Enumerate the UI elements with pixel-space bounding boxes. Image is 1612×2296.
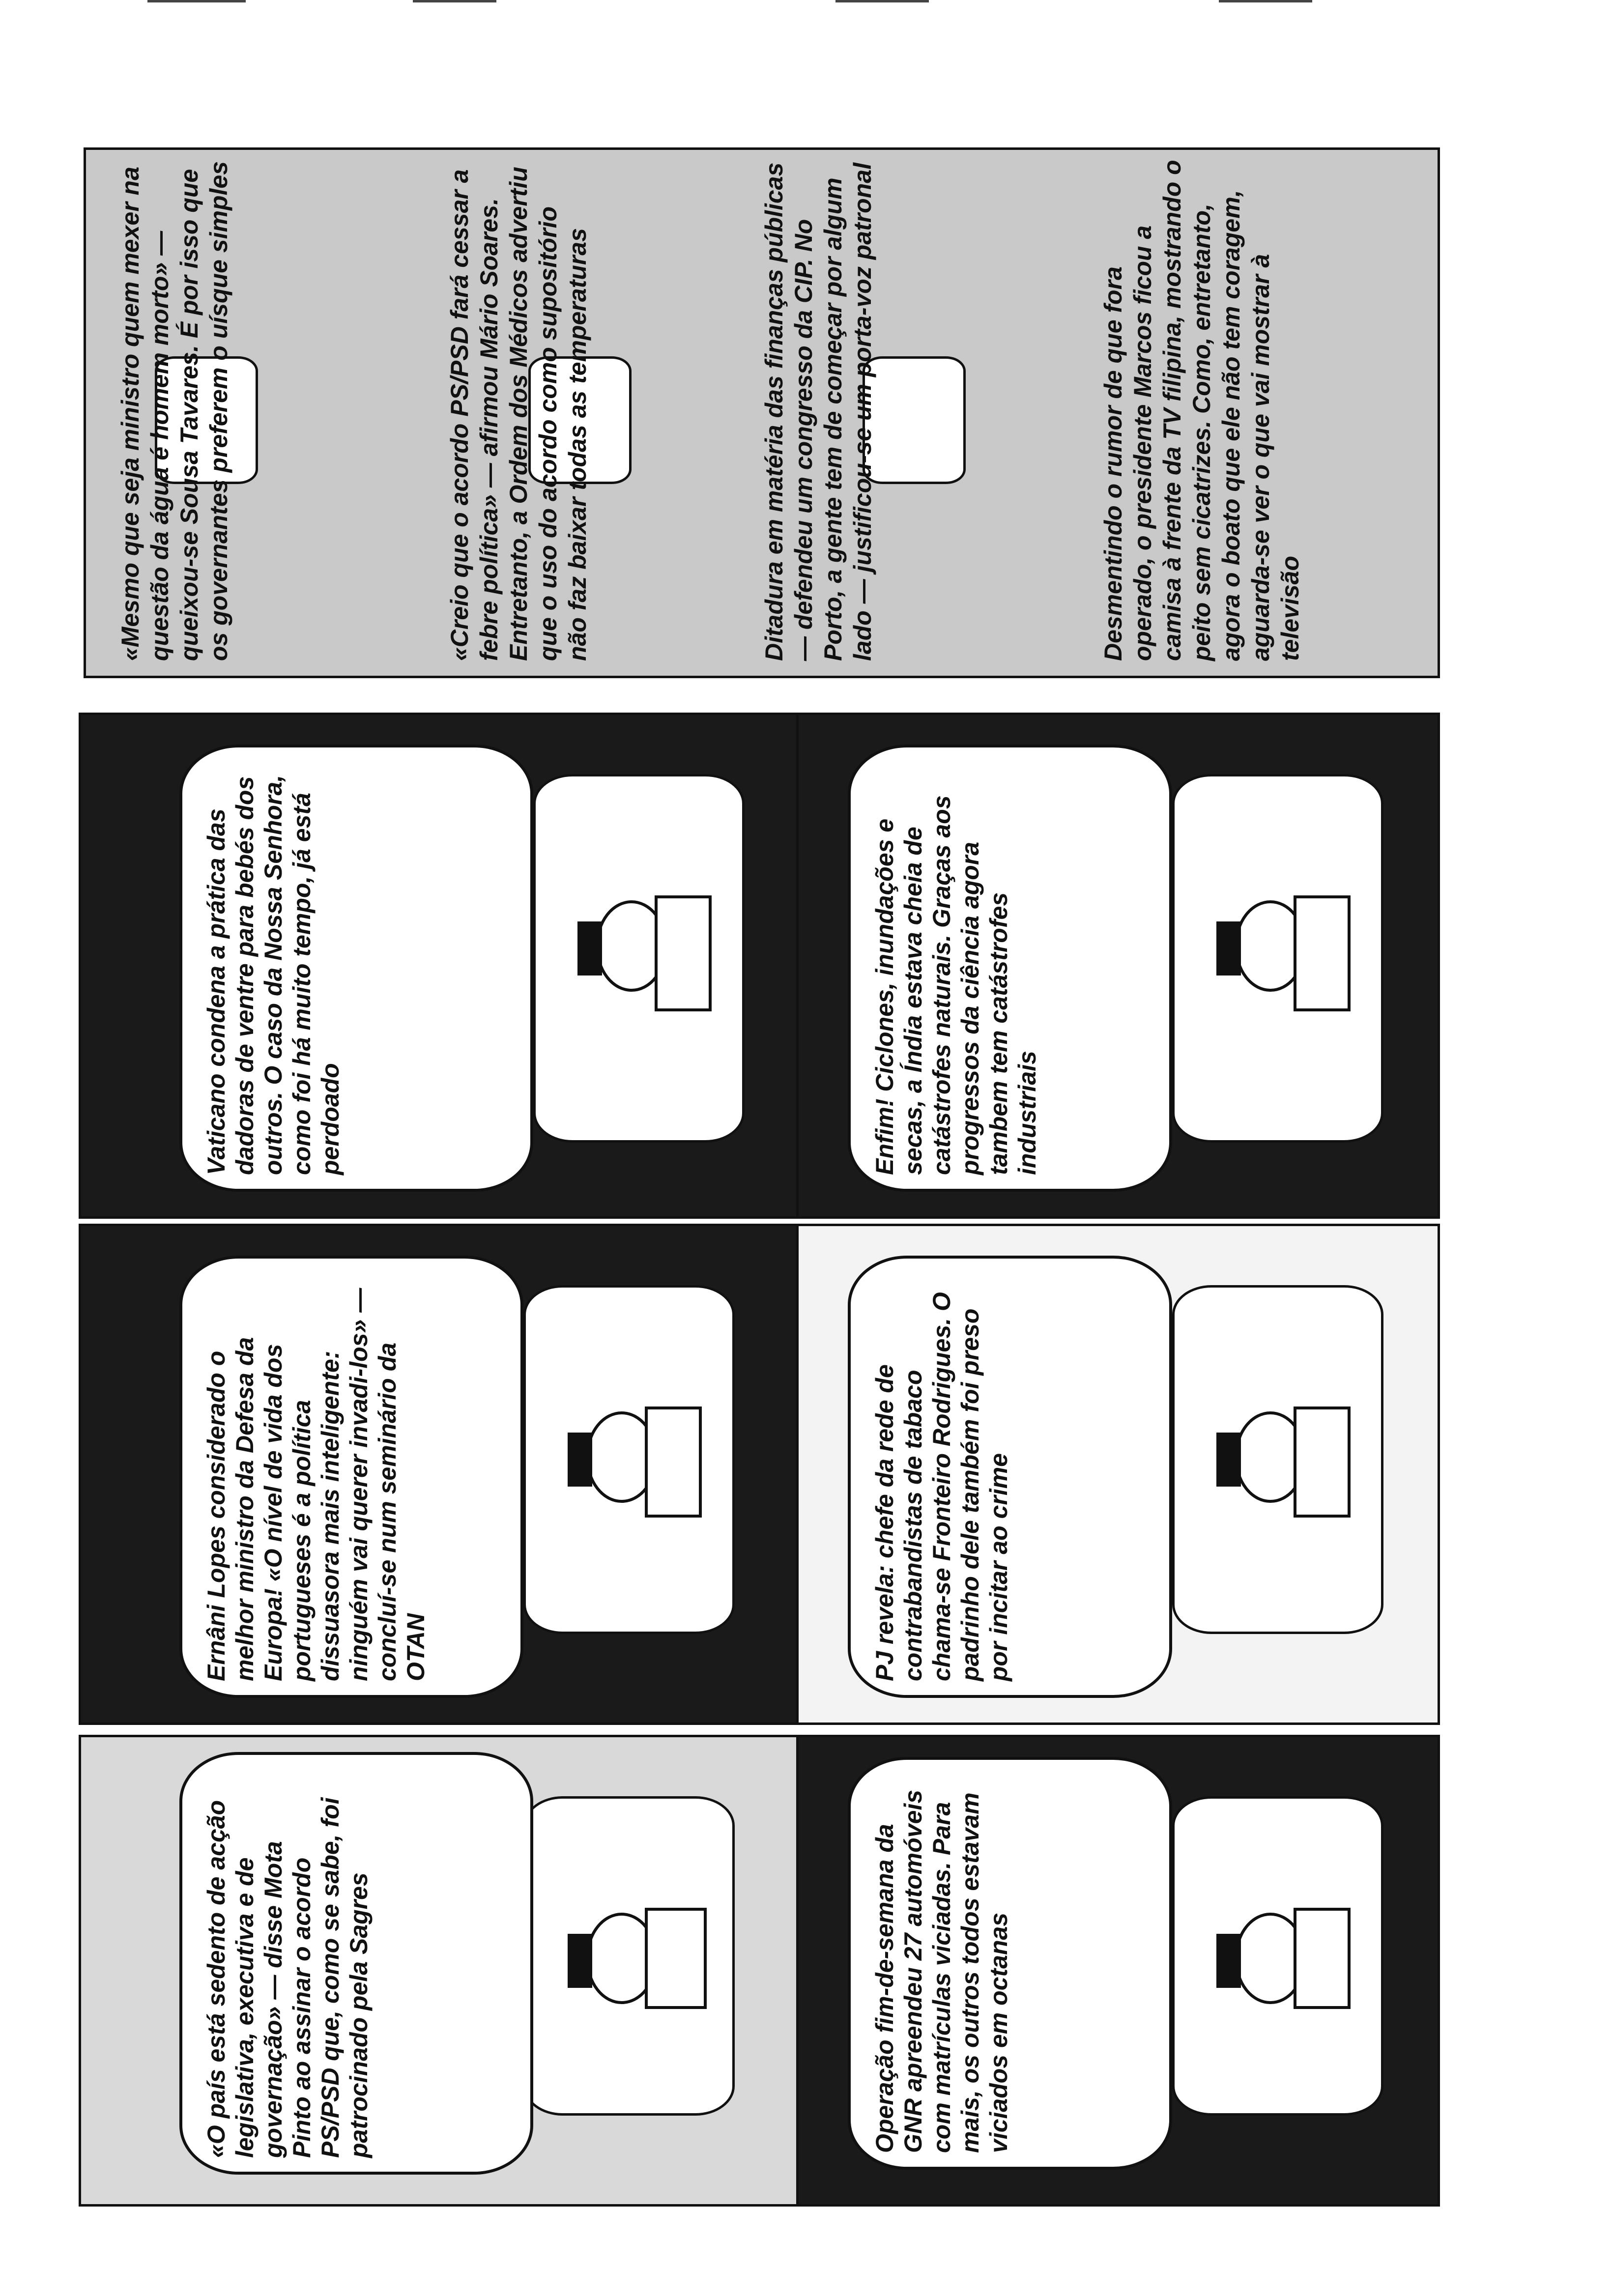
top-rule — [1219, 0, 1312, 2]
top-rule — [413, 0, 496, 2]
announcer-figure — [1197, 1310, 1364, 1614]
speech-bubble — [179, 745, 533, 1192]
bubble-text: Ernâni Lopes considerado o melhor ministro da Defesa da Europa! «O nível de vida dos portugueses é a política dissuasora mais inteligente: ninguém vai querer invadi-los» — concluí-se num seminário da OTAN — [202, 1288, 430, 1681]
announcer-figure — [558, 799, 725, 1113]
announcer-figure — [1197, 799, 1364, 1113]
top-rule — [147, 0, 246, 2]
speech-bubble — [848, 1256, 1172, 1698]
news-item: Ditadura em matéria das finanças públicas — defendeu um congresso da CIP. No Porto, a gente tem de começar por algum lado — justificou-se um porta-voz patronal — [760, 162, 876, 661]
comic-panel-1 — [79, 1735, 801, 2207]
comic-panel-2 — [79, 1224, 801, 1725]
top-rule — [835, 0, 929, 2]
speech-bubble — [179, 1752, 533, 2175]
comic-panel-3 — [79, 713, 801, 1219]
speech-bubble — [848, 1757, 1172, 2170]
announcer-figure — [548, 1310, 715, 1614]
comic-panel-5 — [796, 1224, 1440, 1725]
announcer-figure — [548, 1821, 715, 2096]
speech-bubble — [848, 745, 1172, 1192]
bubble-text: Vaticano condena a prática das dadoras de ventre para bebés dos outros. O caso da Nossa Senhora, como foi há muito tempo, já está perdoado — [202, 775, 344, 1175]
news-item: «Mesmo que seja ministro quem mexer na questão da água é homem morto» — queixou-se Sousa Tavares. É por isso que os governantes preferem o uísque simples — [116, 161, 232, 661]
bubble-text: PJ revela: chefe da rede de contrabandistas de tabaco chama-se Fronteiro Rodrigues. O padrinho dele também foi preso por incitar ao crime — [871, 1292, 1012, 1681]
news-ticker-panel — [84, 147, 1440, 678]
comic-panel-4 — [796, 1735, 1440, 2207]
news-item: «Creio que o acordo PS/PSD fará cessar a febre política» — afirmou Mário Soares. Entretanto, a Ordem dos Médicos advertiu que o uso do acordo como supositório não faz baixar todas as temperaturas — [446, 167, 591, 661]
bubble-text: Enfim! Ciclones, inundações e secas, a Índia estava cheia de catástrofes naturais. Graças aos progressos da ciência agora tambem tem catástrofes industriais — [871, 795, 1041, 1175]
comic-panel-6 — [796, 713, 1440, 1219]
bubble-text: Operação fim-de-semana da GNR apreendeu 27 automóveis com matrículas viciadas. Para mais, os outros todos estavam viciados em octanas — [871, 1789, 1012, 2153]
news-item: Desmentindo o rumor de que fora operado, o presidente Marcos ficou a camisa à frente da TV filipina, mostrando o peito sem cicatrizes. Como, entretanto, agora o boato que ele não tem coragem, aguarda-se ver o que vai mostrar à televisão — [1099, 160, 1304, 661]
bubble-text: «O país está sedento de acção legislativa, executiva e de governação» — disse Mota Pinto ao assinar o acordo PS/PSD que, como se sabe, foi patrocinado pela Sagres — [202, 1797, 373, 2158]
speech-bubble — [179, 1256, 523, 1698]
tv-icon — [863, 356, 966, 484]
announcer-figure — [1197, 1821, 1364, 2096]
